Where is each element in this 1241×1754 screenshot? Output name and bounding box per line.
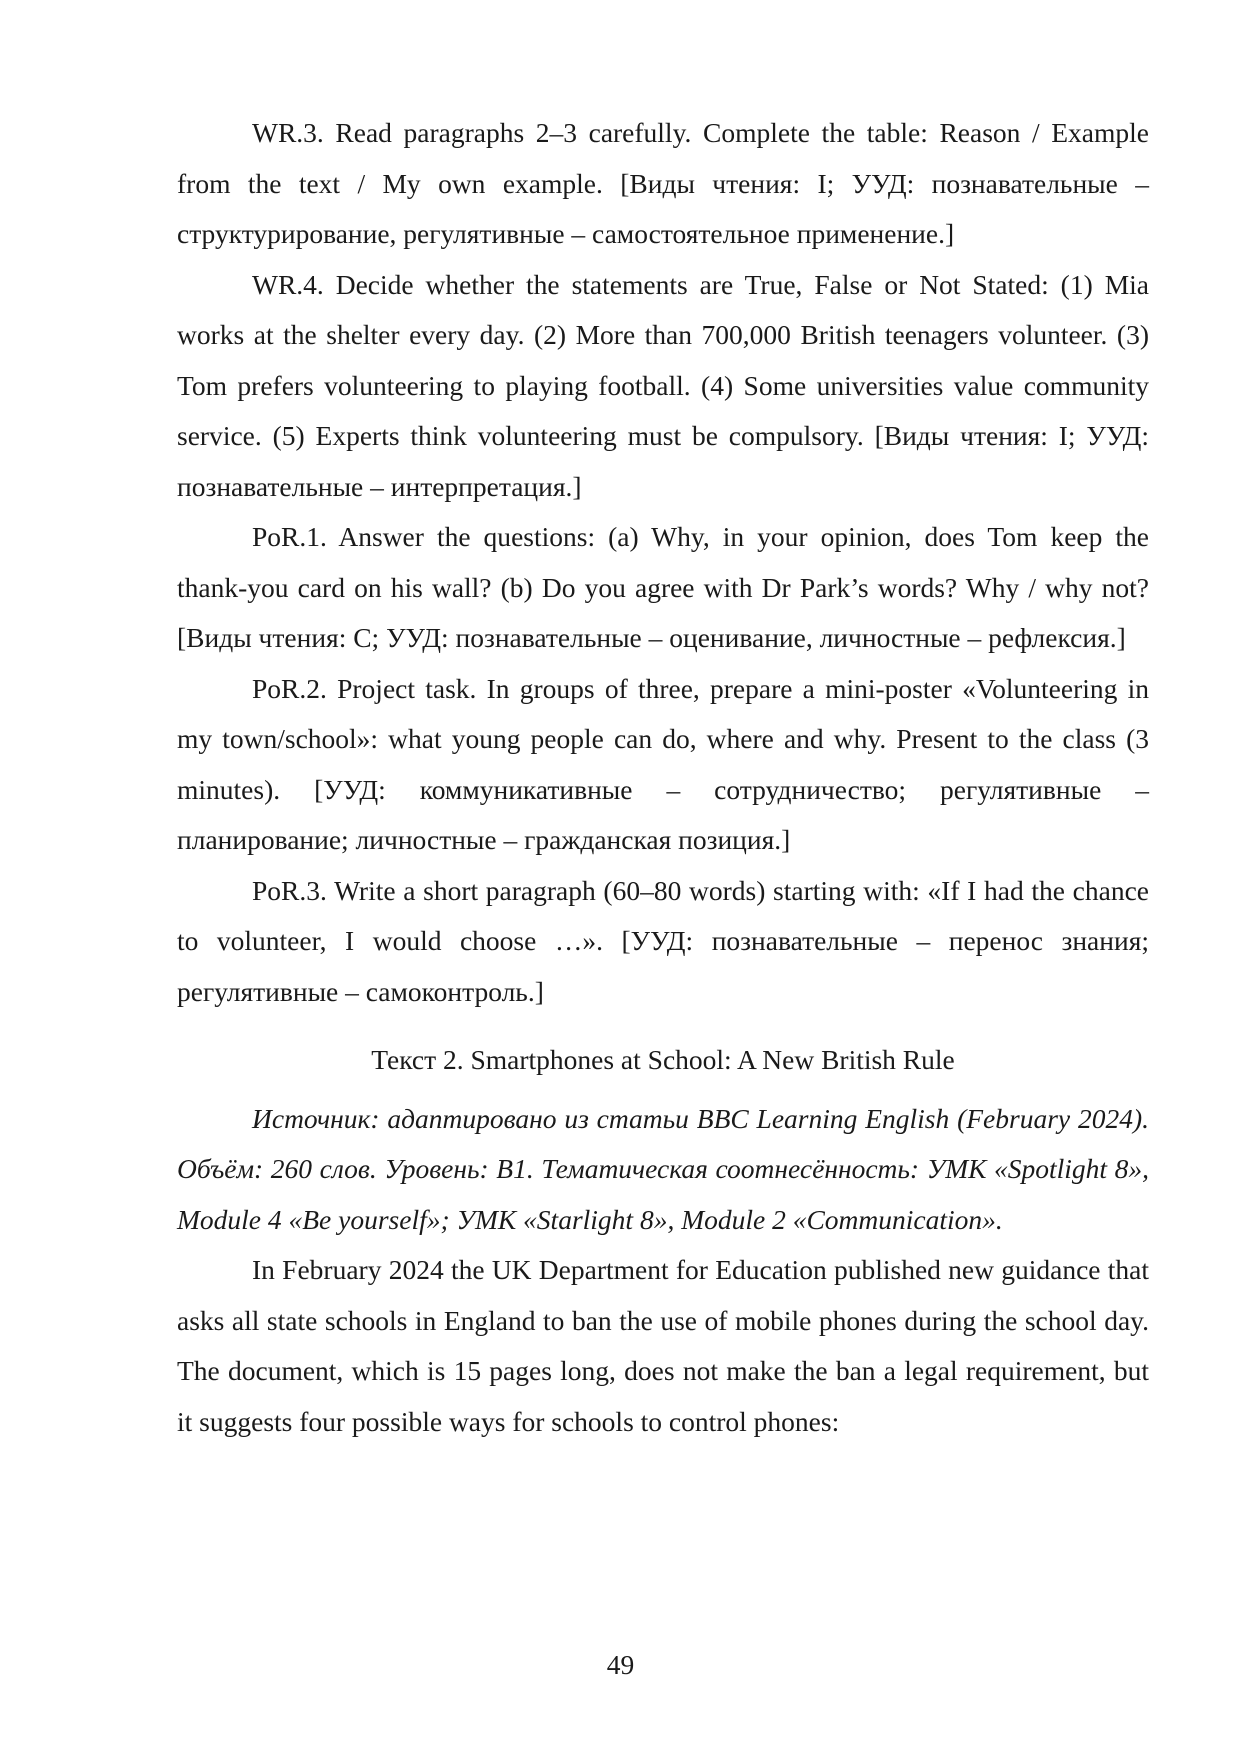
source-note: Источник: адаптировано из статьи BBC Learning English (February 2024). Объём: 260 слов. Уровень: B1. Тематическая соотнесённость: УМК «Spotlight 8», Module 4 «Be yourself»; УМК «Starlight 8», Module 2 «Communication».	[177, 1102, 1149, 1235]
task-por3: PoR.3. Write a short paragraph (60–80 words) starting with: «If I had the chance to volunteer, I would choose …». [УУД: познавательные – перенос знания; регулятивные – самоконтроль.]	[177, 874, 1149, 1007]
task-por1: PoR.1. Answer the questions: (a) Why, in your opinion, does Tom keep the thank-you card on his wall? (b) Do you agree with Dr Park’s words? Why / why not? [Виды чтения: C; УУД: познавательные – оценивание, личностные – рефлексия.]	[177, 521, 1149, 653]
section-title: Текст 2. Smartphones at School: A New British Rule	[371, 1044, 955, 1075]
task-wr3: WR.3. Read paragraphs 2–3 carefully. Complete the table: Reason / Example from the text / My own example. [Виды чтения: I; УУД: познавательные – структурирование, регулятивные – самостоятельное применение.]	[177, 117, 1149, 249]
page-number: 49	[606, 1649, 635, 1680]
task-wr4: WR.4. Decide whether the statements are True, False or Not Stated: (1) Mia works at the shelter every day. (2) More than 700,000 British teenagers volunteer. (3) Tom prefers volunteering to playing football. (4) Some universities value community service. (5) Experts think volunteering must be compulsory. [Виды чтения: I; УУД: познавательные – интерпретация.]	[177, 268, 1149, 502]
text-body-paragraph: In February 2024 the UK Department for Education published new guidance that asks all state schools in England to ban the use of mobile phones during the school day. The document, which is 15 pages long, does not make the ban a legal requirement, but it suggests four possible ways for schools to control phones:	[177, 1254, 1149, 1437]
task-por2: PoR.2. Project task. In groups of three, prepare a mini-poster «Volunteering in my town/school»: what young people can do, where and why. Present to the class (3 minutes). [УУД: коммуникативные – сотрудничество; регулятивные – планирование; личностные – гражданская позиция.]	[177, 672, 1149, 855]
page-content	[177, 108, 1149, 1447]
